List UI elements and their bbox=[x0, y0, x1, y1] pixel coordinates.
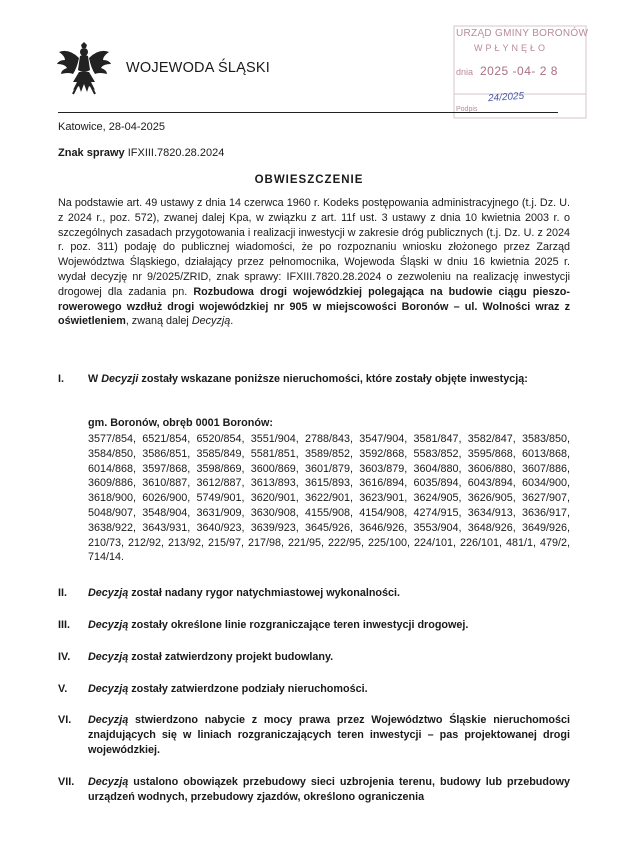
section-italic: Decyzją bbox=[88, 776, 129, 788]
section-number: VII. bbox=[58, 776, 75, 788]
section-6 bbox=[58, 713, 570, 757]
section-italic: Decyzją bbox=[88, 651, 129, 663]
case-label: Znak sprawy bbox=[58, 147, 125, 159]
section-italic: Decyzji bbox=[101, 373, 139, 385]
section-text: został nadany rygor natychmiastowej wykonalności. bbox=[128, 587, 401, 599]
section-5 bbox=[58, 682, 570, 697]
intro-paragraph bbox=[58, 196, 570, 329]
section-2 bbox=[58, 586, 570, 601]
intro-italic: Decyzją bbox=[191, 315, 231, 328]
intro-end: . bbox=[230, 315, 234, 328]
section-3 bbox=[58, 618, 570, 633]
section-italic: Decyzją bbox=[88, 619, 129, 631]
intro-project-name: Rozbudowa drogi wojewódzkiej polegająca na budowie ciągu pieszo-rowerowego wzdłuż drogi wojewódzkiej nr 905 w miejscowości Boronów – ul. Wolności wraz z oświetleniem bbox=[58, 285, 570, 328]
stamp-office: URZĄD GMINY BORONÓW bbox=[456, 28, 589, 39]
section-italic: Decyzją bbox=[88, 683, 129, 695]
header-divider bbox=[58, 112, 558, 113]
section-number: I. bbox=[58, 373, 64, 385]
parcel-list: 3577/854, 6521/854, 6520/854, 3551/904, 2788/843, 3547/904, 3581/847, 3582/847, 3583/850, 3584/850, 3586/851, 3585/849, 5581/851, 3589/852, 3592/868, 5583/852, 3595/868, 6013/868, 6014/868, 3597/868, 3598/869, 3600/869, 3601/879, 3603/879, 3604/880, 3606/880, 3607/886, 3609/886, 3610/887, 3612/887, 3613/893, 3615/893, 3616/894, 6035/894, 6043/894, 6034/900, 3618/900, 6026/900, 5749/901, 3620/901, 3622/901, 3623/901, 3624/905, 3626/905, 3627/907, 5048/907, 3548/904, 3631/909, 3630/908, 4155/908, 4154/908, 4274/915, 3634/913, 3636/917, 3638/922, 3643/931, 3640/923, 3639/923, 3645/926, 3646/926, 3553/904, 3648/926, 3649/926, 210/73, 212/92, 213/92, 215/97, 217/98, 221/95, 222/95, 225/100, 224/101, 226/101, 481/1, 479/2, 714/14. bbox=[88, 433, 570, 564]
intro-text-2: , zwaną dalej bbox=[125, 315, 192, 328]
stamp-received: WPŁYNĘŁO bbox=[474, 43, 549, 53]
section-text: zostały wskazane poniższe nieruchomości, które zostały objęte inwestycją: bbox=[138, 373, 528, 385]
place-date: Katowice, 28-04-2025 bbox=[58, 121, 166, 133]
section-text: ustalono obowiązek przebudowy sieci uzbrojenia terenu, budowy lub przebudowy urządzeń wodnych, przebudowy zjazdów, określono ograniczenia bbox=[88, 776, 570, 803]
section-number: III. bbox=[58, 619, 70, 631]
stamp-date-label: dnia bbox=[456, 67, 474, 77]
document-title: OBWIESZCZENIE bbox=[254, 174, 364, 186]
intro-text: Na podstawie art. 49 ustawy z dnia 14 czerwca 1960 r. Kodeks postępowania administracyjnego (t.j. Dz. U. z 2024 r., poz. 572), zwanej dalej Kpa, w związku z art. 11f ust. 3 ustawy z dnia 10 kwietnia 2003 r. o szczególnych zasadach przygotowania i realizacji inwestycji w zakresie dróg publicznych (t.j. Dz. U. z 2024 r. poz. 311) podaję do publicznej wiadomości, że po rozpoznaniu wniosku złożonego przez Zarząd Województwa Śląskiego, działający przez pełnomocnika, Wojewoda Śląski w dniu 16 kwietnia 2025 r. wydał decyzję nr 9/2025/ZRID, znak sprawy: IFXIII.7820.28.2024 o zezwoleniu na realizację inwestycji drogowej dla zadania pn. bbox=[58, 197, 570, 298]
receipt-stamp bbox=[452, 22, 588, 122]
section-italic: Decyzją bbox=[88, 714, 129, 726]
stamp-date: 2025 -04- 2 8 bbox=[480, 64, 558, 78]
stamp-handwritten: 24/2025 bbox=[487, 90, 525, 105]
section-number: V. bbox=[58, 683, 68, 695]
section-1 bbox=[58, 372, 570, 387]
authority-name: WOJEWODA ŚLĄSKI bbox=[126, 60, 270, 76]
section-number: IV. bbox=[58, 651, 71, 663]
section-7 bbox=[58, 775, 570, 805]
case-number: IFXIII.7820.28.2024 bbox=[127, 147, 225, 159]
case-reference bbox=[58, 147, 224, 159]
section-text: stwierdzono nabycie z mocy prawa przez Województwo Śląskie nieruchomości znajdujących się w liniach rozgraniczających teren inwestycji – pas projektowanej drogi wojewódzkiej. bbox=[88, 714, 570, 756]
gmina-label: gm. Boronów, obręb 0001 Boronów: bbox=[88, 417, 273, 429]
section-text: zostały określone linie rozgraniczające teren inwestycji drogowej. bbox=[128, 619, 469, 631]
section-4 bbox=[58, 650, 570, 665]
section-pre: W bbox=[88, 373, 102, 385]
section-number: II. bbox=[58, 587, 67, 599]
polish-eagle-icon bbox=[55, 38, 113, 100]
section-text: został zatwierdzony projekt budowlany. bbox=[128, 651, 334, 663]
stamp-signature-label: Podpis bbox=[456, 106, 478, 113]
section-text: zostały zatwierdzone podziały nieruchomości. bbox=[128, 683, 368, 695]
section-number: VI. bbox=[58, 714, 72, 726]
section-italic: Decyzją bbox=[88, 587, 129, 599]
